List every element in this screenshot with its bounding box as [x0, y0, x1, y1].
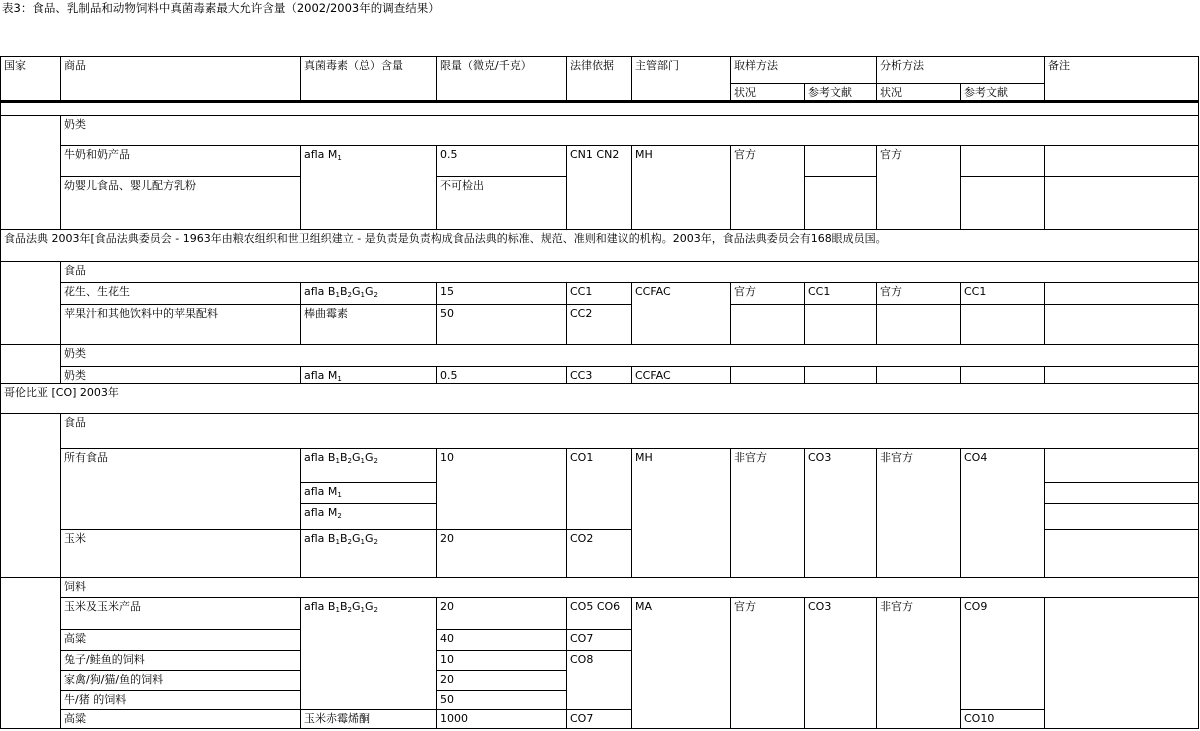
empty-cell: [1044, 529, 1199, 578]
commodity-milk2: 奶类: [60, 366, 301, 384]
m-label: M: [327, 506, 338, 519]
subscript: 1: [337, 491, 342, 499]
country-colombia: 哥伦比亚 [CO] 2003年: [0, 383, 1199, 414]
authority-corn-feed: MA: [631, 597, 731, 729]
toxin-text: afla: [304, 506, 328, 519]
empty-cell: [876, 366, 961, 384]
empty-cell: [1044, 304, 1199, 345]
header-mycotoxin: 真菌毒素（总）含量: [300, 56, 437, 101]
toxin-afla-m2: [300, 503, 437, 530]
b-label: B: [339, 532, 348, 545]
spacer-row: [0, 102, 1199, 116]
limit-milk2: 0.5: [436, 366, 567, 384]
country-cell: [0, 577, 61, 729]
toxin-text: afla: [304, 451, 325, 464]
analysis-status-allfood: 非官方: [876, 448, 961, 578]
empty-cell: [804, 176, 877, 230]
sampling-status-allfood: 非官方: [730, 448, 805, 578]
sampling-status-corn-feed: 官方: [730, 597, 805, 729]
empty-cell: [960, 304, 1045, 345]
header-sampling: 取样方法: [730, 56, 877, 84]
limit-infant: 不可检出: [436, 176, 567, 230]
subscript: 2: [373, 606, 378, 614]
empty-cell: [1044, 597, 1199, 729]
g-label: G: [364, 600, 374, 613]
category-dairy: 奶类: [60, 115, 1199, 146]
analysis-ref-corn-feed: CO9: [960, 597, 1045, 710]
commodity-corn: 玉米: [60, 529, 301, 578]
subscript: 1: [360, 457, 365, 465]
b-label: B: [339, 600, 348, 613]
empty-cell: [960, 176, 1045, 230]
header-limit: 限量（微克/千克）: [436, 56, 567, 101]
header-country: 国家: [0, 56, 61, 101]
country-codex: 食品法典 2003年[食品法典委员会 - 1963年由粮农组织和世卫组织建立 - 是负责是负责构成食品法典的标准、规范、准则和建议的机构。2003年，食品法典委员会有168眼成员国。: [0, 229, 1199, 262]
sampling-ref-corn-feed: CO3: [804, 597, 877, 729]
authority-milk: MH: [631, 145, 731, 230]
header-analysis-reference: 参考文献: [960, 83, 1045, 101]
subscript: 2: [347, 606, 352, 614]
commodity-peanut: 花生、生花生: [60, 282, 301, 305]
subscript: 1: [335, 538, 340, 546]
toxin-text: afla: [304, 285, 325, 298]
empty-cell: [730, 366, 805, 384]
empty-cell: [1044, 503, 1199, 530]
limit-peanut: 15: [436, 282, 567, 305]
empty-cell: [960, 145, 1045, 177]
b-label: B: [339, 285, 348, 298]
subscript: 1: [360, 538, 365, 546]
toxin-milk2: [300, 366, 437, 384]
commodity-infant: 幼婴儿食品、婴儿配方乳粉: [60, 176, 301, 230]
g-label: G: [364, 451, 374, 464]
toxin-text: afla M: [304, 148, 338, 161]
toxin-text: afla: [304, 600, 325, 613]
limit-apple: 50: [436, 304, 567, 345]
toxin-corn: [300, 529, 437, 578]
commodity-apple: 苹果汁和其他饮料中的苹果配料: [60, 304, 301, 345]
header-authority: 主管部门: [631, 56, 731, 101]
sampling-status-peanut: 官方: [730, 282, 805, 305]
empty-cell: [1044, 145, 1199, 177]
b-label: B: [327, 600, 336, 613]
empty-cell: [876, 304, 961, 345]
country-cell: [0, 344, 61, 384]
header-sampling-status: 状况: [730, 83, 805, 101]
basis-corn: CO2: [566, 529, 632, 578]
commodity-rabbit: 兔子/鲑鱼的饲料: [60, 650, 301, 671]
header-remarks: 备注: [1044, 56, 1199, 101]
subscript: 2: [347, 291, 352, 299]
header-analysis: 分析方法: [876, 56, 1045, 84]
limit-sorghum2: 1000: [436, 709, 567, 729]
toxin-zearalenone: 玉米赤霉烯酮: [300, 709, 437, 729]
basis-peanut: CC1: [566, 282, 632, 305]
subscript: 2: [373, 457, 378, 465]
basis-allfood: CO1: [566, 448, 632, 530]
subscript: 1: [360, 291, 365, 299]
limit-corn-feed: 20: [436, 597, 567, 630]
analysis-ref-peanut: CC1: [960, 282, 1045, 305]
basis-milk2: CC3: [566, 366, 632, 384]
table-caption: 表3：食品、乳制品和动物饲料中真菌毒素最大允许含量（2002/2003年的调查结果）: [2, 1, 440, 15]
subscript: 1: [337, 154, 342, 162]
limit-rabbit: 10: [436, 650, 567, 671]
empty-cell: [960, 366, 1045, 384]
basis-apple: CC2: [566, 304, 632, 345]
toxin-text: afla: [304, 532, 325, 545]
subscript: 1: [335, 606, 340, 614]
subscript: 1: [335, 457, 340, 465]
g-label: G: [351, 451, 361, 464]
commodity-milk: 牛奶和奶产品: [60, 145, 301, 177]
g-label: G: [364, 285, 374, 298]
toxin-text: afla: [304, 485, 328, 498]
b-label: B: [339, 451, 348, 464]
subscript: 1: [360, 606, 365, 614]
toxin-allfood: [300, 448, 437, 483]
category-feed: 饲料: [60, 577, 1199, 598]
empty-cell: [1044, 448, 1199, 483]
analysis-ref-sorghum2: CO10: [960, 709, 1045, 729]
toxin-apple: 棒曲霉素: [300, 304, 437, 345]
g-label: G: [364, 532, 374, 545]
analysis-status-peanut: 官方: [876, 282, 961, 305]
basis-corn-feed: CO5 CO6: [566, 597, 632, 630]
analysis-ref-allfood: CO4: [960, 448, 1045, 578]
basis-sorghum: CO7: [566, 629, 632, 651]
authority-milk2: CCFAC: [631, 366, 731, 384]
limit-poultry: 20: [436, 670, 567, 691]
empty-cell: [1044, 482, 1199, 504]
sampling-ref-peanut: CC1: [804, 282, 877, 305]
subscript: 2: [347, 457, 352, 465]
commodity-sorghum2: 高粱: [60, 709, 301, 729]
category-food: 食品: [60, 413, 1199, 449]
subscript: 1: [335, 291, 340, 299]
country-cell: [0, 261, 61, 345]
g-label: G: [351, 285, 361, 298]
commodity-cattle: 牛/猪 的饲料: [60, 690, 301, 710]
toxin-text: afla M: [304, 369, 338, 382]
category-dairy: 奶类: [60, 344, 1199, 367]
commodity-allfood: 所有食品: [60, 448, 301, 530]
subscript: 2: [373, 538, 378, 546]
header-sampling-reference: 参考文献: [804, 83, 877, 101]
b-label: B: [327, 532, 336, 545]
commodity-corn-feed: 玉米及玉米产品: [60, 597, 301, 630]
commodity-sorghum: 高粱: [60, 629, 301, 651]
basis-milk: CN1 CN2: [566, 145, 632, 230]
sampling-ref-allfood: CO3: [804, 448, 877, 578]
category-food: 食品: [60, 261, 1199, 283]
empty-cell: [1044, 366, 1199, 384]
analysis-status-milk: 官方: [876, 145, 961, 230]
g-label: G: [351, 600, 361, 613]
empty-cell: [804, 145, 877, 177]
toxin-feed: [300, 597, 437, 710]
basis-rabbit: CO8: [566, 650, 632, 710]
table-bottom-border: [0, 728, 1199, 729]
authority-allfood: MH: [631, 448, 731, 578]
m-label: M: [327, 485, 338, 498]
empty-cell: [730, 304, 805, 345]
empty-cell: [1044, 282, 1199, 305]
subscript: 2: [373, 291, 378, 299]
subscript: 2: [337, 512, 342, 520]
subscript: 2: [347, 538, 352, 546]
country-cell: [0, 413, 61, 578]
g-label: G: [351, 532, 361, 545]
limit-allfood: 10: [436, 448, 567, 530]
table-right-border: [1198, 56, 1199, 729]
limit-corn: 20: [436, 529, 567, 578]
subscript: 1: [337, 375, 342, 383]
empty-cell: [804, 366, 877, 384]
basis-sorghum2: CO7: [566, 709, 632, 729]
limit-sorghum: 40: [436, 629, 567, 651]
commodity-poultry: 家禽/狗/猫/鱼的饲料: [60, 670, 301, 691]
empty-cell: [804, 304, 877, 345]
limit-milk: 0.5: [436, 145, 567, 177]
sampling-status-milk: 官方: [730, 145, 805, 230]
b-label: B: [327, 285, 336, 298]
toxin-peanut: [300, 282, 437, 305]
country-cell: [0, 115, 61, 230]
b-label: B: [327, 451, 336, 464]
header-commodity: 商品: [60, 56, 301, 101]
limit-cattle: 50: [436, 690, 567, 710]
authority-peanut: CCFAC: [631, 282, 731, 345]
analysis-status-corn-feed: 非官方: [876, 597, 961, 729]
header-legal-basis: 法律依据: [566, 56, 632, 101]
toxin-milk: [300, 145, 437, 230]
header-analysis-status: 状况: [876, 83, 961, 101]
empty-cell: [1044, 176, 1199, 230]
toxin-afla-m1: [300, 482, 437, 504]
